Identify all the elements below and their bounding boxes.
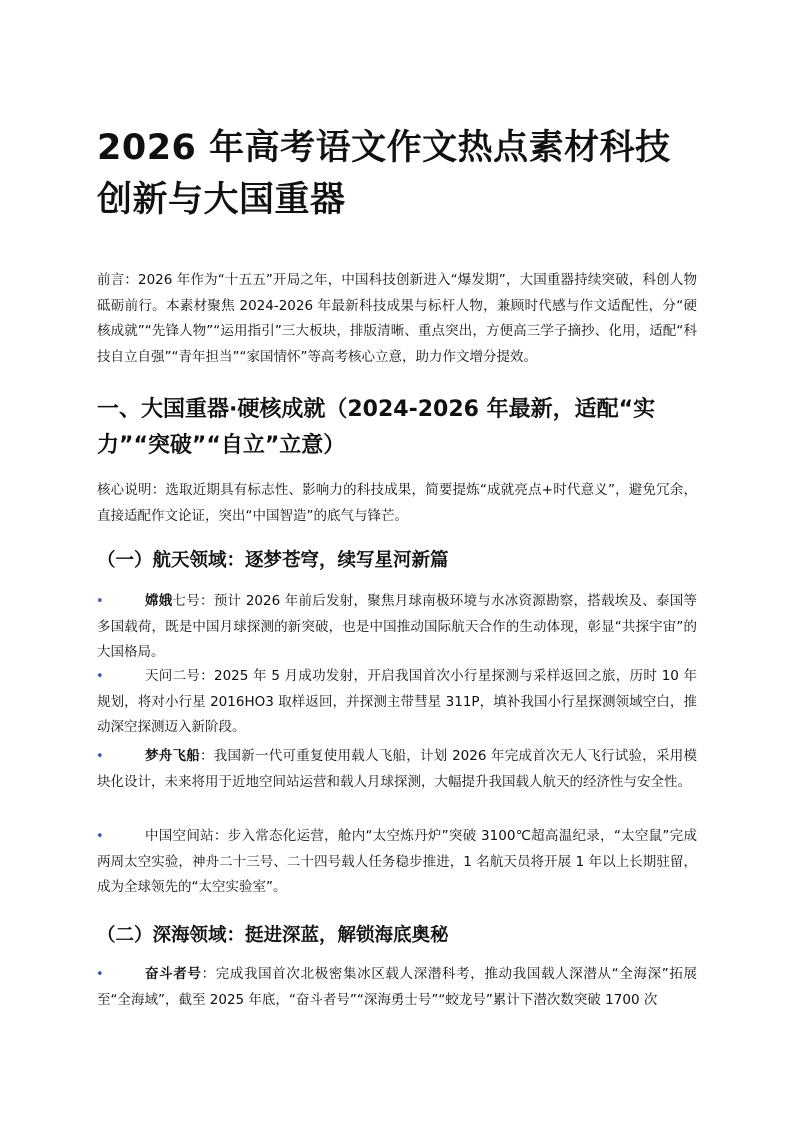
list-item <box>97 744 697 795</box>
document-title: 2026 年高考语文作文热点素材科技创新与大国重器 <box>97 128 671 220</box>
bullet-icon: • <box>96 594 104 609</box>
bullet-icon: • <box>96 669 104 684</box>
subsection-heading-aerospace: （一）航天领域：逐梦苍穹，续写星河新篇 <box>97 550 449 571</box>
item-text: ：我国新一代可重复使用载人飞船，计划 2026 年完成首次无人飞行试验，采用模块化设计，未来将用于近地空间站运营和载人月球探测，大幅提升我国载人航天的经济性与安全性。 <box>97 748 697 790</box>
item-name: 梦舟飞船 <box>145 748 201 764</box>
bullet-icon: • <box>96 829 104 844</box>
bullet-icon: • <box>96 749 104 764</box>
item-name: 奋斗者号 <box>145 966 202 982</box>
item-name: 嫦娥 <box>145 593 173 609</box>
item-text: ：完成我国首次北极密集冰区载人深潜科考，推动我国载人深潜从“全海深”拓展至“全海域”，截至 2025 年底，“奋斗者号”“深海勇士号”“蛟龙号”累计下潜次数突破 1700 次 <box>97 966 698 1008</box>
section-heading-1: 一、大国重器·硬核成就（2024-2026 年最新，适配“实力”“突破”“自立”立意） <box>97 397 656 458</box>
list-item <box>97 824 697 901</box>
core-note-paragraph: 核心说明：选取近期具有标志性、影响力的科技成果，简要提炼“成就亮点+时代意义”，避免冗余，直接适配作文论证，突出“中国智造”的底气与锋芒。 <box>97 482 697 524</box>
item-text: 七号：预计 2026 年前后发射，聚焦月球南极环境与水冰资源勘察，搭载埃及、泰国等多国载荷，既是中国月球探测的新突破，也是中国推动国际航天合作的生动体现，彰显“共探宇宙”的大国格局。 <box>97 593 697 660</box>
subsection-heading-deep-sea: （二）深海领域：挺进深蓝，解锁海底奥秘 <box>97 925 449 946</box>
list-item <box>97 589 697 666</box>
item-text: 中国空间站：步入常态化运营，舱内“太空炼丹炉”突破 3100℃超高温纪录，“太空鼠”完成两周太空实验，神舟二十三号、二十四号载人任务稳步推进，1 名航天员将开展 1 年以上长期驻留，成为全球领先的“太空实验室”。 <box>97 828 697 895</box>
list-item <box>97 962 697 1013</box>
item-text: 天问二号：2025 年 5 月成功发射，开启我国首次小行星探测与采样返回之旅，历时 10 年规划，将对小行星 2016HO3 取样返回，并探测主带彗星 311P，填补我国小行星探测领域空白，推动深空探测迈入新阶段。 <box>97 668 697 735</box>
intro-paragraph: 前言：2026 年作为“十五五”开局之年，中国科技创新进入“爆发期”，大国重器持续突破，科创人物砥砺前行。本素材聚焦 2024-2026 年最新科技成果与标杆人物，兼顾时代感与作文适配性，分“硬核成就”“先锋人物”“运用指引”三大板块，排版清晰、重点突出，方便高三学子摘抄、化用，适配“科技自立自强”“青年担当”“家国情怀”等高考核心立意，助力作文增分提效。 <box>97 272 697 365</box>
list-item <box>97 664 697 741</box>
bullet-icon: • <box>96 967 104 982</box>
